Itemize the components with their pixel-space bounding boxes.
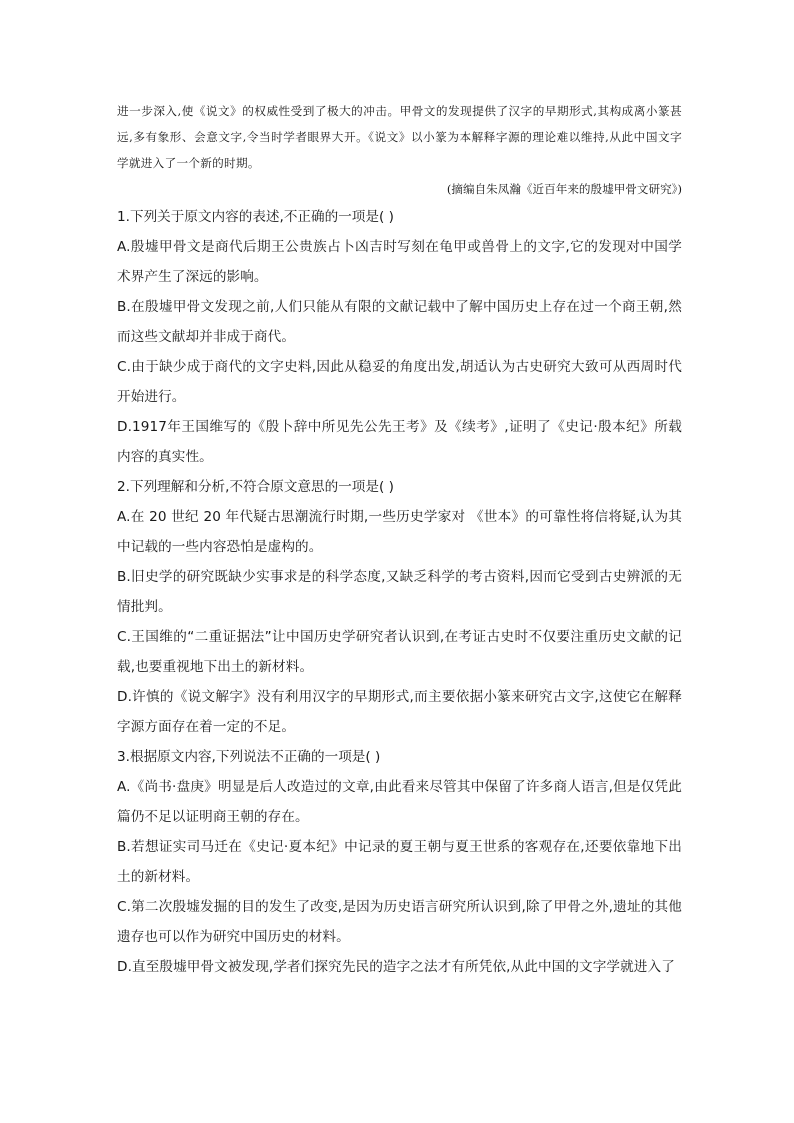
passage-paragraph: 进一步深入,使《说文》的权威性受到了极大的冲击。甲骨文的发现提供了汉字的早期形式,其构成离小篆甚远,多有象形、会意文字,令当时学者眼界大开。《说文》以小篆为本解释字源的理论难以维持,从此中国文字学就进入了一个新的时期。 [117,104,682,170]
question-3 [117,742,682,982]
question-option-c: C.王国维的“二重证据法”让中国历史学研究者认识到,在考证古史时不仅要注重历史文献的记载,也要重视地下出土的新材料。 [117,629,682,675]
question-option-d: D.直至殷墟甲骨文被发现,学者们探究先民的造字之法才有所凭依,从此中国的文字学就进入了 [117,959,675,975]
question-option-d: D.1917年王国维写的《殷卜辞中所见先公先王考》及《续考》,证明了《史记·殷本纪》所载内容的真实性。 [117,419,682,465]
question-option-b: B.在殷墟甲骨文发现之前,人们只能从有限的文献记载中了解中国历史上存在过一个商王朝,然而这些文献却并非成于商代。 [117,299,682,345]
question-2 [117,472,682,742]
question-option-b: B.旧史学的研究既缺少实事求是的科学态度,又缺乏科学的考古资料,因而它受到古史辨派的无情批判。 [117,569,682,615]
source-citation: (摘编自朱凤瀚《近百年来的殷墟甲骨文研究》) [446,182,682,196]
question-1 [117,202,682,472]
question-option-a: A.殷墟甲骨文是商代后期王公贵族占卜凶吉时写刻在龟甲或兽骨上的文字,它的发现对中国学术界产生了深远的影响。 [117,239,682,285]
question-stem: 3.根据原文内容,下列说法不正确的一项是( ) [117,749,381,765]
question-stem: 1.下列关于原文内容的表述,不正确的一项是( ) [117,209,394,225]
question-option-a: A.在 20 世纪 20 年代疑古思潮流行时期,一些历史学家对 《世本》的可靠性将信将疑,认为其中记载的一些内容恐怕是虚构的。 [117,509,682,555]
question-stem: 2.下列理解和分析,不符合原文意思的一项是( ) [117,479,394,495]
question-option-d: D.许慎的《说文解字》没有利用汉字的早期形式,而主要依据小篆来研究古文字,这使它在解释字源方面存在着一定的不足。 [117,689,682,735]
document-page [117,98,682,982]
question-option-c: C.由于缺少成于商代的文字史料,因此从稳妥的角度出发,胡适认为古史研究大致可从西周时代开始进行。 [117,359,682,405]
question-option-b: B.若想证实司马迁在《史记·夏本纪》中记录的夏王朝与夏王世系的客观存在,还要依靠地下出土的新材料。 [117,839,682,885]
question-option-a: A.《尚书·盘庚》明显是后人改造过的文章,由此看来尽管其中保留了许多商人语言,但是仅凭此篇仍不足以证明商王朝的存在。 [117,779,682,825]
question-option-c: C.第二次殷墟发掘的目的发生了改变,是因为历史语言研究所认识到,除了甲骨之外,遗址的其他遗存也可以作为研究中国历史的材料。 [117,899,682,945]
question-list [117,202,682,982]
